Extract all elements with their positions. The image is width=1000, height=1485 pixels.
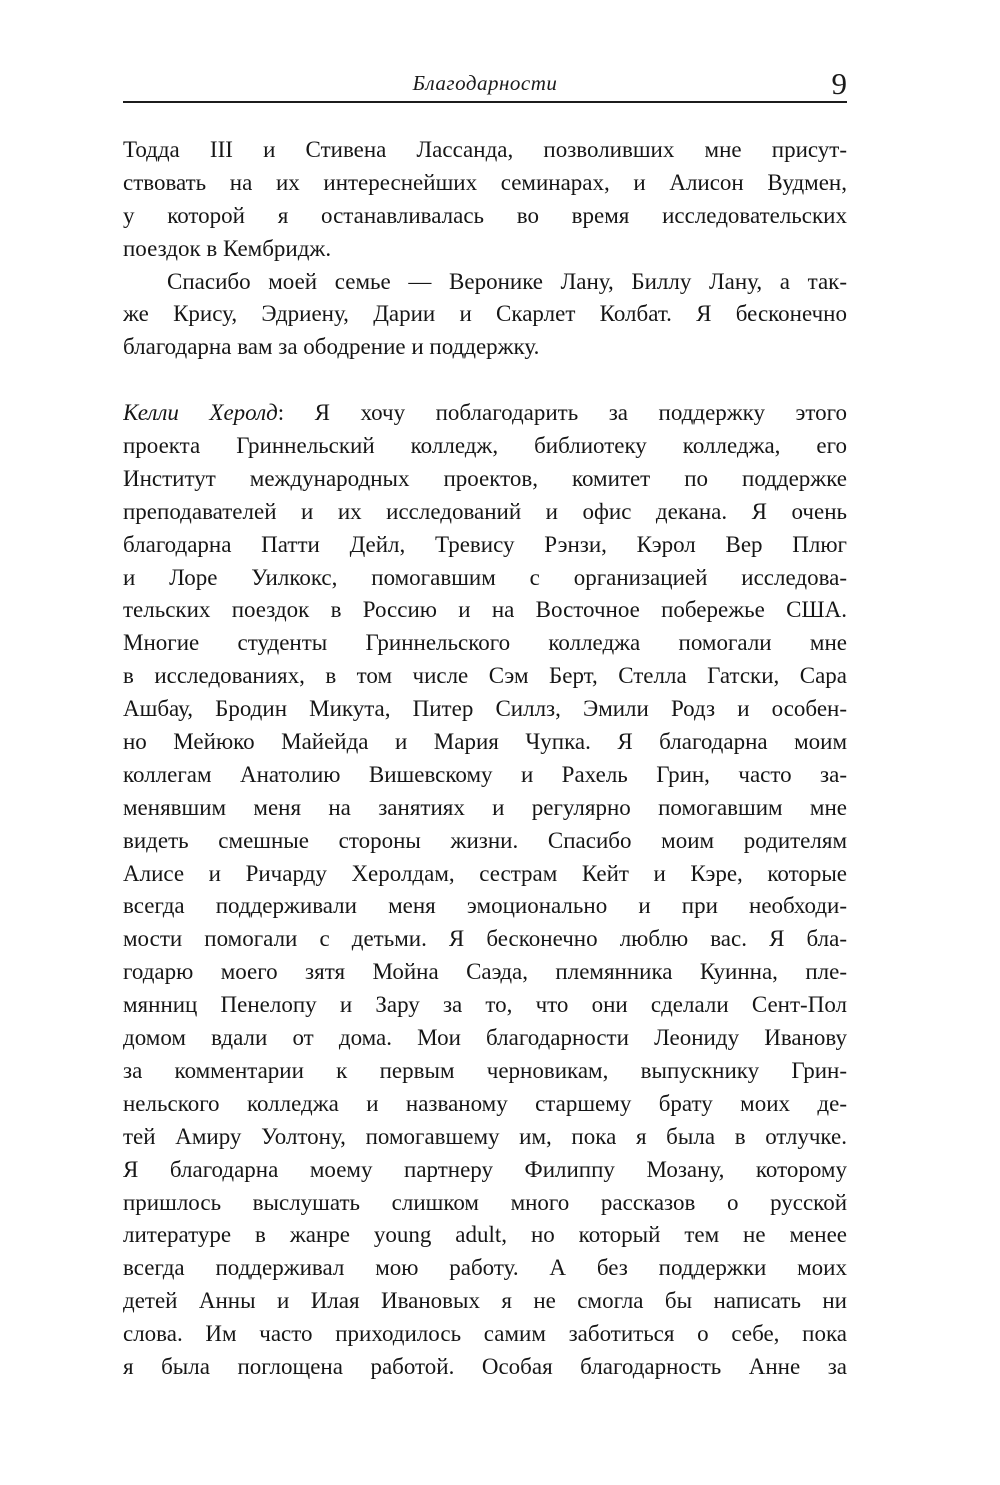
text-line: же Крису, Эдриену, Дарии и Скарлет Колбат. Я бесконечно (123, 301, 847, 327)
running-title: Благодарности (412, 71, 558, 95)
text-line: домом вдали от дома. Мои благодарности Леониду Иванову (123, 1025, 847, 1051)
text-line: коллегам Анатолию Вишевскому и Рахель Грин, часто за- (123, 761, 847, 787)
text-line: мянниц Пенелопу и Зару за то, что они сделали Сент-Пол (123, 992, 847, 1018)
text-line: тей Амиру Уолтону, помогавшему им, пока я была в отлучке. (123, 1123, 847, 1149)
page-body (123, 134, 847, 1384)
text-line: Я благодарна моему партнеру Филиппу Мозану, которому (123, 1156, 847, 1182)
text-line: пришлось выслушать слишком много рассказов о русской (123, 1189, 847, 1215)
text-line: всегда поддерживал мою работу. А без поддержки моих (123, 1255, 847, 1281)
text-block (123, 0, 847, 1384)
text-line: преподавателей и их исследований и офис декана. Я очень (123, 498, 847, 524)
text-line: тельских поездок в Россию и на Восточное побережье США. (123, 597, 847, 623)
text-line: менявшим меня на занятиях и регулярно помогавшим мне (123, 794, 847, 820)
text-line: благодарна вам за ободрение и поддержку. (123, 334, 540, 360)
text-line: нельского колледжа и названому старшему брату моих де- (123, 1090, 847, 1116)
paragraph (123, 134, 847, 266)
text-line: Институт международных проектов, комитет по поддержке (123, 465, 847, 491)
paragraph (123, 266, 847, 365)
text-line: за комментарии к первым черновикам, выпускнику Грин- (123, 1057, 847, 1083)
text-line: Келли Херолд: Я хочу поблагодарить за поддержку этого (123, 400, 847, 426)
text-line: поездок в Кембридж. (123, 235, 332, 261)
text-line: благодарна Патти Дейл, Тревису Рэнзи, Кэрол Вер Плюг (123, 531, 847, 557)
page-number: 9 (831, 66, 847, 101)
text-line: детей Анны и Илая Ивановых я не смогла бы написать ни (123, 1288, 847, 1314)
text-line: Спасибо моей семье — Веронике Лану, Биллу Лану, а так- (167, 268, 847, 294)
text-line: я была поглощена работой. Особая благодарность Анне за (123, 1353, 847, 1379)
text-line: всегда поддерживали меня эмоционально и при необходи- (123, 893, 847, 919)
text-line: мости помогали с детьми. Я бесконечно люблю вас. Я бла- (123, 926, 847, 952)
text-line: литературе в жанре young adult, но который тем не менее (123, 1222, 847, 1248)
text-line: но Мейюко Майейда и Мария Чупка. Я благодарна моим (123, 729, 847, 755)
text-line: слова. Им часто приходилось самим заботиться о себе, пока (123, 1321, 847, 1347)
text-line: и Лоре Уилкокс, помогавшим с организацией исследова- (123, 564, 847, 590)
text-line: ствовать на их интереснейших семинарах, и Алисон Вудмен, (123, 169, 847, 195)
header-rule (123, 101, 847, 103)
text-line: Ашбау, Бродин Микута, Питер Силлз, Эмили Родз и особен- (123, 696, 847, 722)
text-line: видеть смешные стороны жизни. Спасибо моим родителям (123, 827, 847, 853)
text-line: Алисе и Ричарду Херолдам, сестрам Кейт и Кэре, которые (123, 860, 847, 886)
text-line: в исследованиях, в том числе Сэм Берт, Стелла Гатски, Сара (123, 663, 847, 689)
text-line: проекта Гриннельский колледж, библиотеку колледжа, его (123, 433, 847, 459)
text-line: Тодда III и Стивена Лассанда, позволивших мне присут- (123, 137, 847, 162)
text-line: у которой я останавливалась во время исследовательских (123, 202, 847, 228)
page-header (123, 0, 847, 101)
text-line: Многие студенты Гриннельского колледжа помогали мне (123, 630, 847, 656)
paragraph (123, 397, 847, 1384)
text-line: годарю моего зятя Мойна Саэда, племянника Куинна, пле- (123, 959, 847, 985)
speaker-name: Келли Херолд (123, 400, 278, 426)
